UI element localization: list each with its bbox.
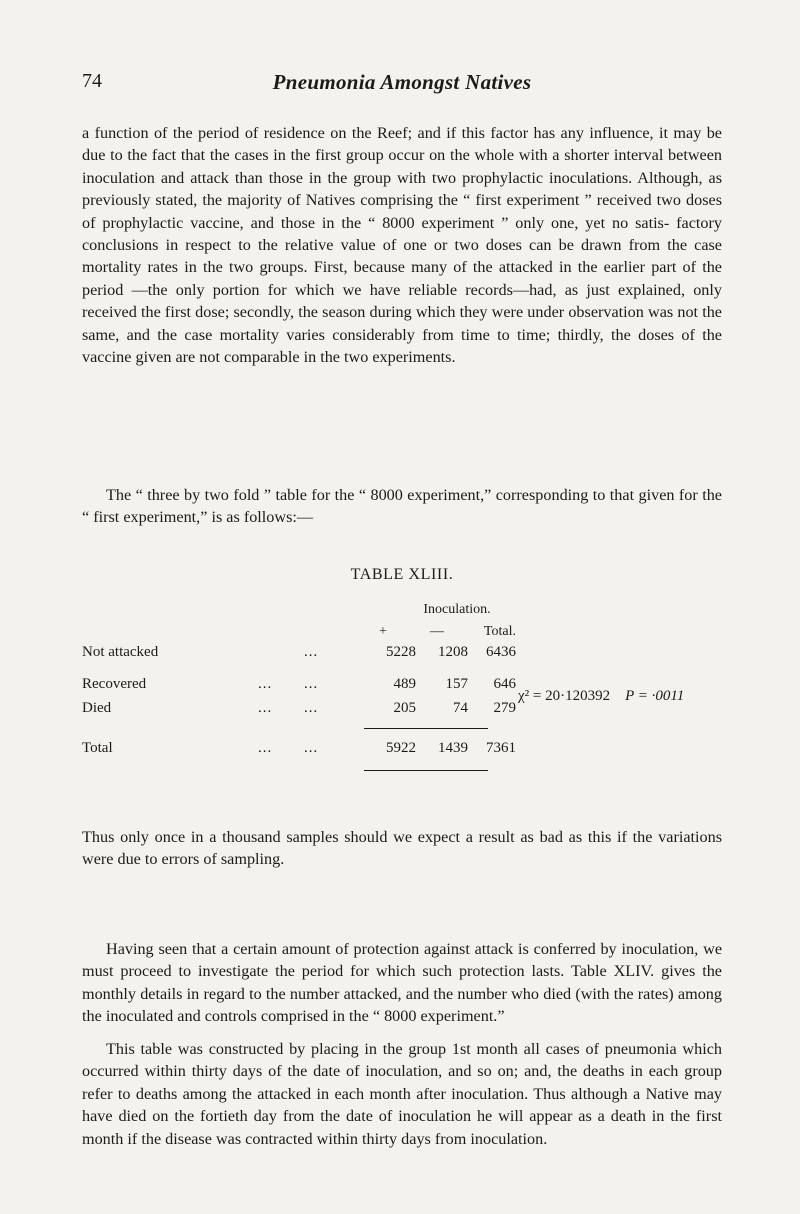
group-header: Inoculation. [423,602,491,617]
page-number: 74 [82,70,102,92]
paragraph-text: a function of the period of residence on the Reef; and if this factor has any influence, it may be due to the fact that the cases in the first group occur on the whole with a shorter interval between inoculation and attack than those in the group with two prophylactic inoculations. Although, as previously stated, the majority of Natives comprising the “ first experiment ” received two doses of prophylactic vaccine, and those in the “ 8000 experiment ” only one, yet no satis- factory conclusions in respect to the relative value of one or two doses can be drawn from the case mortality rates in the two groups. First, because many of the attacked in the earlier part of the period —the only portion for which we have reliable records—had, as just explained, only received the first dose; secondly, the season during which they were under observation was not the same, and the case mortality varies considerably from time to time; thirdly, the doses of the vaccine given are not comparable in the two experiments. [82,124,722,367]
cell-value: 6436 [486,644,516,660]
leader-dots: ... [258,740,273,756]
paragraph-text: Thus only once in a thousand samples should we expect a result as bad as this if the variations were due to errors of sampling. [82,828,722,869]
leader-dots: ... [258,676,273,692]
chi-square-statistic [518,688,684,705]
leader-dots: ... [304,644,319,660]
cell-value-total: 7361 [486,740,516,756]
leader-dots: ... [304,740,319,756]
cell-value: 205 [393,700,416,716]
leader-dots: ... [258,700,273,716]
row-label-total: Total [82,740,113,756]
page-header [82,70,722,104]
contingency-table [82,600,722,810]
cell-value-total: 1439 [438,740,468,756]
paragraph-1 [82,122,722,368]
paragraph-3 [82,826,722,871]
cell-value: 279 [493,700,516,716]
cell-value: 5228 [386,644,416,660]
cell-value: 646 [493,676,516,692]
paragraph-text: This table was constructed by placing in the group 1st month all cases of pneumonia which occurred within thirty days of the date of inoculation, and so on; and, the deaths in each group refer to deaths among the attacked in each month after inoculation. Thus although a Native may have died on the fortieth day from the date of inoculation he will appear as a death in the first month if the disease was contracted within thirty days from inoculation. [82,1040,722,1148]
cell-value: 157 [445,676,468,692]
paragraph-4 [82,938,722,1028]
column-header-plus: + [379,624,387,639]
column-header-total: Total. [483,624,516,639]
cell-value: 74 [453,700,468,716]
row-label: Recovered [82,676,147,692]
paragraph-text: The “ three by two fold ” table for the “ 8000 experiment,” corresponding to that given for the “ first experiment,” is as follows:— [82,486,722,527]
leader-dots: ... [304,676,319,692]
running-title: Pneumonia Amongst Natives [272,70,532,94]
cell-value: 489 [393,676,416,692]
row-label: Not attacked [82,644,159,660]
total-rule-bottom [364,770,488,771]
paragraph-2 [82,484,722,529]
chi-square-value: χ² = 20·120392 [518,688,611,704]
total-rule-top [364,728,488,729]
column-header-minus: — [430,624,444,639]
paragraph-text: Having seen that a certain amount of protection against attack is conferred by inoculation, we must proceed to investigate the period for which such protection lasts. Table XLIV. gives the monthly details in regard to the number attacked, and the number who died (with the rates) among the inoculated and controls comprised in the “ 8000 experiment.” [82,940,722,1026]
cell-value-total: 5922 [386,740,416,756]
leader-dots: ... [304,700,319,716]
p-value: P = ·0011 [625,688,685,704]
cell-value: 1208 [438,644,468,660]
paragraph-5 [82,1038,722,1150]
row-label: Died [82,700,112,716]
table-title: TABLE XLIII. [350,566,454,583]
